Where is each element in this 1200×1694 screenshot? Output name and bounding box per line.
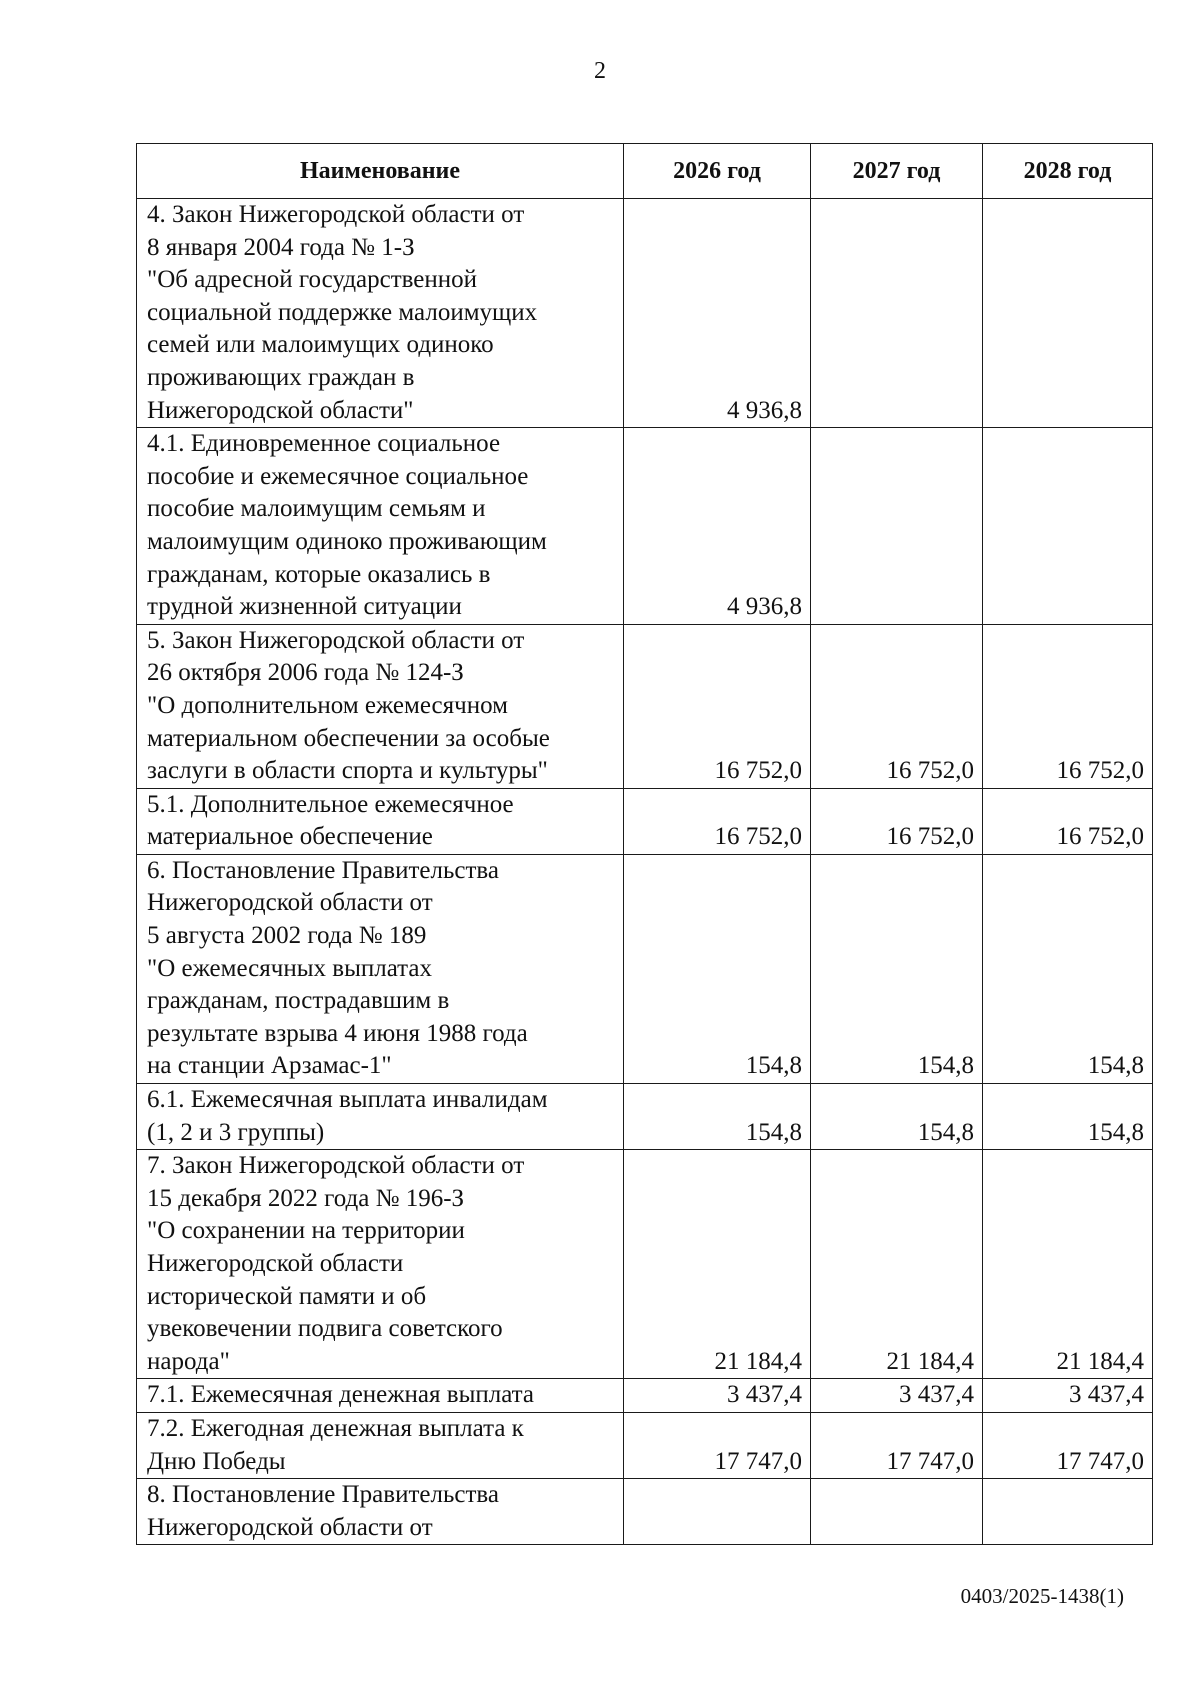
row-name-cell [137, 1084, 624, 1150]
row-name-line: Нижегородской области от [147, 889, 433, 917]
value-cell-2027: 21 184,4 [811, 1150, 983, 1379]
row-name-line: Нижегородской области от [147, 1513, 433, 1541]
row-name-line: 8. Постановление Правительства [147, 1481, 499, 1509]
header-name: Наименование [137, 144, 624, 199]
value-cell-2027: 16 752,0 [811, 624, 983, 788]
value-cell-2027 [811, 199, 983, 428]
row-name-line: пособие и ежемесячное социальное [147, 462, 529, 490]
row-name-line: пособие малоимущим семьям и [147, 495, 486, 523]
row-name-cell [137, 199, 624, 428]
row-name-cell [137, 624, 624, 788]
row-name-line: проживающих граждан в [147, 363, 415, 391]
row-name-line: 4.1. Единовременное социальное [147, 430, 501, 458]
value-cell-2028: 21 184,4 [983, 1150, 1153, 1379]
table-row [137, 788, 1153, 854]
row-name-line: семей или малоимущих одиноко [147, 331, 494, 359]
value-cell-2028 [983, 199, 1153, 428]
row-name-line: 4. Закон Нижегородской области от [147, 201, 525, 228]
row-name-line: Нижегородской области" [147, 396, 414, 424]
row-name-cell [137, 1479, 624, 1545]
row-name-line: на станции Арзамас-1" [147, 1052, 392, 1080]
row-name-line: Нижегородской области [147, 1250, 404, 1277]
row-name-line: исторической памяти и об [147, 1282, 427, 1310]
row-name-line: увековечении подвига советского [147, 1315, 503, 1343]
value-cell-2027: 17 747,0 [811, 1412, 983, 1478]
row-name-line: 5.1. Дополнительное ежемесячное [147, 790, 514, 818]
header-2026: 2026 год [624, 144, 811, 199]
table-row [137, 428, 1153, 625]
row-name-line: "О ежемесячных выплатах [147, 954, 433, 982]
row-name-line: материальное обеспечение [147, 823, 433, 851]
row-name-line: малоимущим одиноко проживающим [147, 527, 547, 555]
value-cell-2026: 154,8 [624, 854, 811, 1083]
table-row [137, 199, 1153, 428]
document-code: 0403/2025-1438(1) [960, 1584, 1124, 1608]
row-name-line: 5 августа 2002 года № 189 [147, 922, 427, 950]
value-cell-2026: 154,8 [624, 1084, 811, 1150]
value-cell-2028 [983, 428, 1153, 625]
row-name-line: гражданам, которые оказались в [147, 560, 491, 588]
value-cell-2028: 16 752,0 [983, 788, 1153, 854]
value-cell-2027: 154,8 [811, 854, 983, 1083]
row-name-line: 15 декабря 2022 года № 196-З [147, 1184, 465, 1212]
table-row [137, 854, 1153, 1083]
page-number: 2 [594, 58, 606, 84]
row-name-line: 5. Закон Нижегородской области от [147, 626, 525, 654]
row-name-line: "Об адресной государственной [147, 266, 478, 294]
value-cell-2026 [624, 1479, 811, 1545]
header-row [137, 144, 1153, 199]
table-body [137, 199, 1153, 1545]
row-name-line: 26 октября 2006 года № 124-З [147, 659, 464, 687]
row-name-line: (1, 2 и 3 группы) [147, 1118, 325, 1146]
row-name-line: заслуги в области спорта и культуры" [147, 757, 548, 785]
row-name-line: народа" [147, 1347, 230, 1375]
row-name-cell [137, 1379, 624, 1413]
row-name-line: 7.1. Ежемесячная денежная выплата [147, 1381, 535, 1409]
value-cell-2026: 3 437,4 [624, 1379, 811, 1413]
row-name-line: 7. Закон Нижегородской области от [147, 1152, 525, 1180]
row-name-cell [137, 428, 624, 625]
row-name-line: социальной поддержке малоимущих [147, 298, 538, 326]
row-name-cell [137, 1150, 624, 1379]
row-name-line: 6. Постановление Правительства [147, 856, 499, 884]
row-name-line: "О сохранении на территории [147, 1217, 465, 1245]
row-name-line: 6.1. Ежемесячная выплата инвалидам [147, 1086, 548, 1114]
row-name-line: "О дополнительном ежемесячном [147, 691, 508, 719]
table-row [137, 1412, 1153, 1478]
value-cell-2026: 21 184,4 [624, 1150, 811, 1379]
value-cell-2028: 3 437,4 [983, 1379, 1153, 1413]
value-cell-2026: 17 747,0 [624, 1412, 811, 1478]
value-cell-2026: 16 752,0 [624, 788, 811, 854]
row-name-cell [137, 854, 624, 1083]
table-header [137, 144, 1153, 199]
value-cell-2026: 4 936,8 [624, 428, 811, 625]
table-row [137, 624, 1153, 788]
table-row [137, 1084, 1153, 1150]
value-cell-2026: 4 936,8 [624, 199, 811, 428]
value-cell-2028: 16 752,0 [983, 624, 1153, 788]
row-name-cell [137, 1412, 624, 1478]
table-row [137, 1479, 1153, 1545]
header-2027: 2027 год [811, 144, 983, 199]
row-name-line: трудной жизненной ситуации [147, 593, 462, 621]
value-cell-2027 [811, 428, 983, 625]
row-name-cell [137, 788, 624, 854]
row-name-line: материальном обеспечении за особые [147, 724, 550, 752]
value-cell-2028: 154,8 [983, 1084, 1153, 1150]
value-cell-2027 [811, 1479, 983, 1545]
budget-table [136, 143, 1153, 1545]
value-cell-2027: 3 437,4 [811, 1379, 983, 1413]
row-name-line: Дню Победы [147, 1447, 286, 1475]
header-2028: 2028 год [983, 144, 1153, 199]
row-name-line: 7.2. Ежегодная денежная выплата к [147, 1414, 524, 1442]
row-name-line: результате взрыва 4 июня 1988 года [147, 1019, 528, 1047]
value-cell-2027: 16 752,0 [811, 788, 983, 854]
value-cell-2026: 16 752,0 [624, 624, 811, 788]
value-cell-2028: 17 747,0 [983, 1412, 1153, 1478]
value-cell-2028 [983, 1479, 1153, 1545]
value-cell-2027: 154,8 [811, 1084, 983, 1150]
row-name-line: гражданам, пострадавшим в [147, 987, 450, 1015]
row-name-line: 8 января 2004 года № 1-З [147, 233, 415, 261]
value-cell-2028: 154,8 [983, 854, 1153, 1083]
table-row [137, 1379, 1153, 1413]
table-row [137, 1150, 1153, 1379]
